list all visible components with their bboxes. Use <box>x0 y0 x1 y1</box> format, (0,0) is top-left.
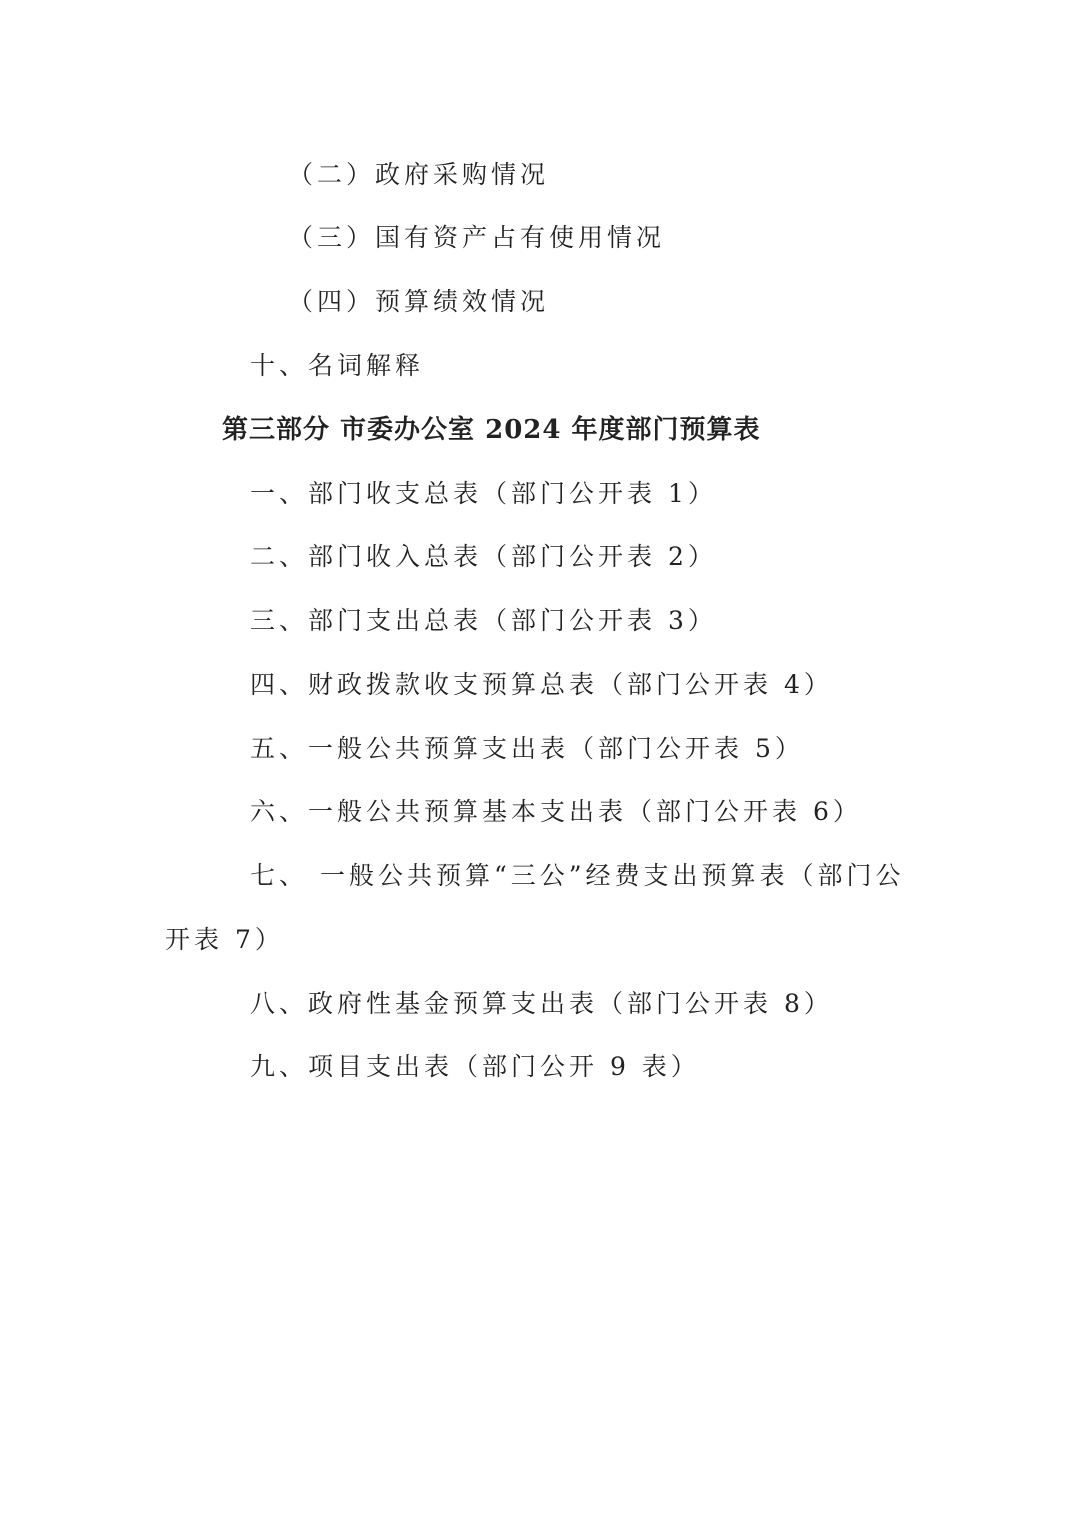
toc-entry-government-procurement: （二）政府采购情况 <box>288 160 550 189</box>
section-heading-part-three: 第三部分 市委办公室 2024 年度部门预算表 <box>222 415 761 445</box>
toc-entry-table-8: 八、政府性基金预算支出表（部门公开表 8） <box>250 989 833 1018</box>
toc-entry-state-assets: （三）国有资产占有使用情况 <box>288 223 666 252</box>
toc-entry-table-9: 九、项目支出表（部门公开 9 表） <box>250 1052 700 1081</box>
toc-entry-table-7: 七、 一般公共预算“三公”经费支出预算表（部门公 <box>250 861 905 890</box>
toc-entry-table-3: 三、部门支出总表（部门公开表 3） <box>250 606 717 635</box>
toc-entry-budget-performance: （四）预算绩效情况 <box>288 287 550 316</box>
toc-entry-glossary: 十、名词解释 <box>250 351 425 380</box>
toc-entry-table-6: 六、一般公共预算基本支出表（部门公开表 6） <box>250 797 862 826</box>
toc-entry-table-4: 四、财政拨款收支预算总表（部门公开表 4） <box>250 670 833 699</box>
toc-entry-table-1: 一、部门收支总表（部门公开表 1） <box>250 479 717 508</box>
toc-entry-table-7-continued: 开表 7） <box>165 925 284 954</box>
toc-entry-table-5: 五、一般公共预算支出表（部门公开表 5） <box>250 734 804 763</box>
toc-entry-table-2: 二、部门收入总表（部门公开表 2） <box>250 542 717 571</box>
